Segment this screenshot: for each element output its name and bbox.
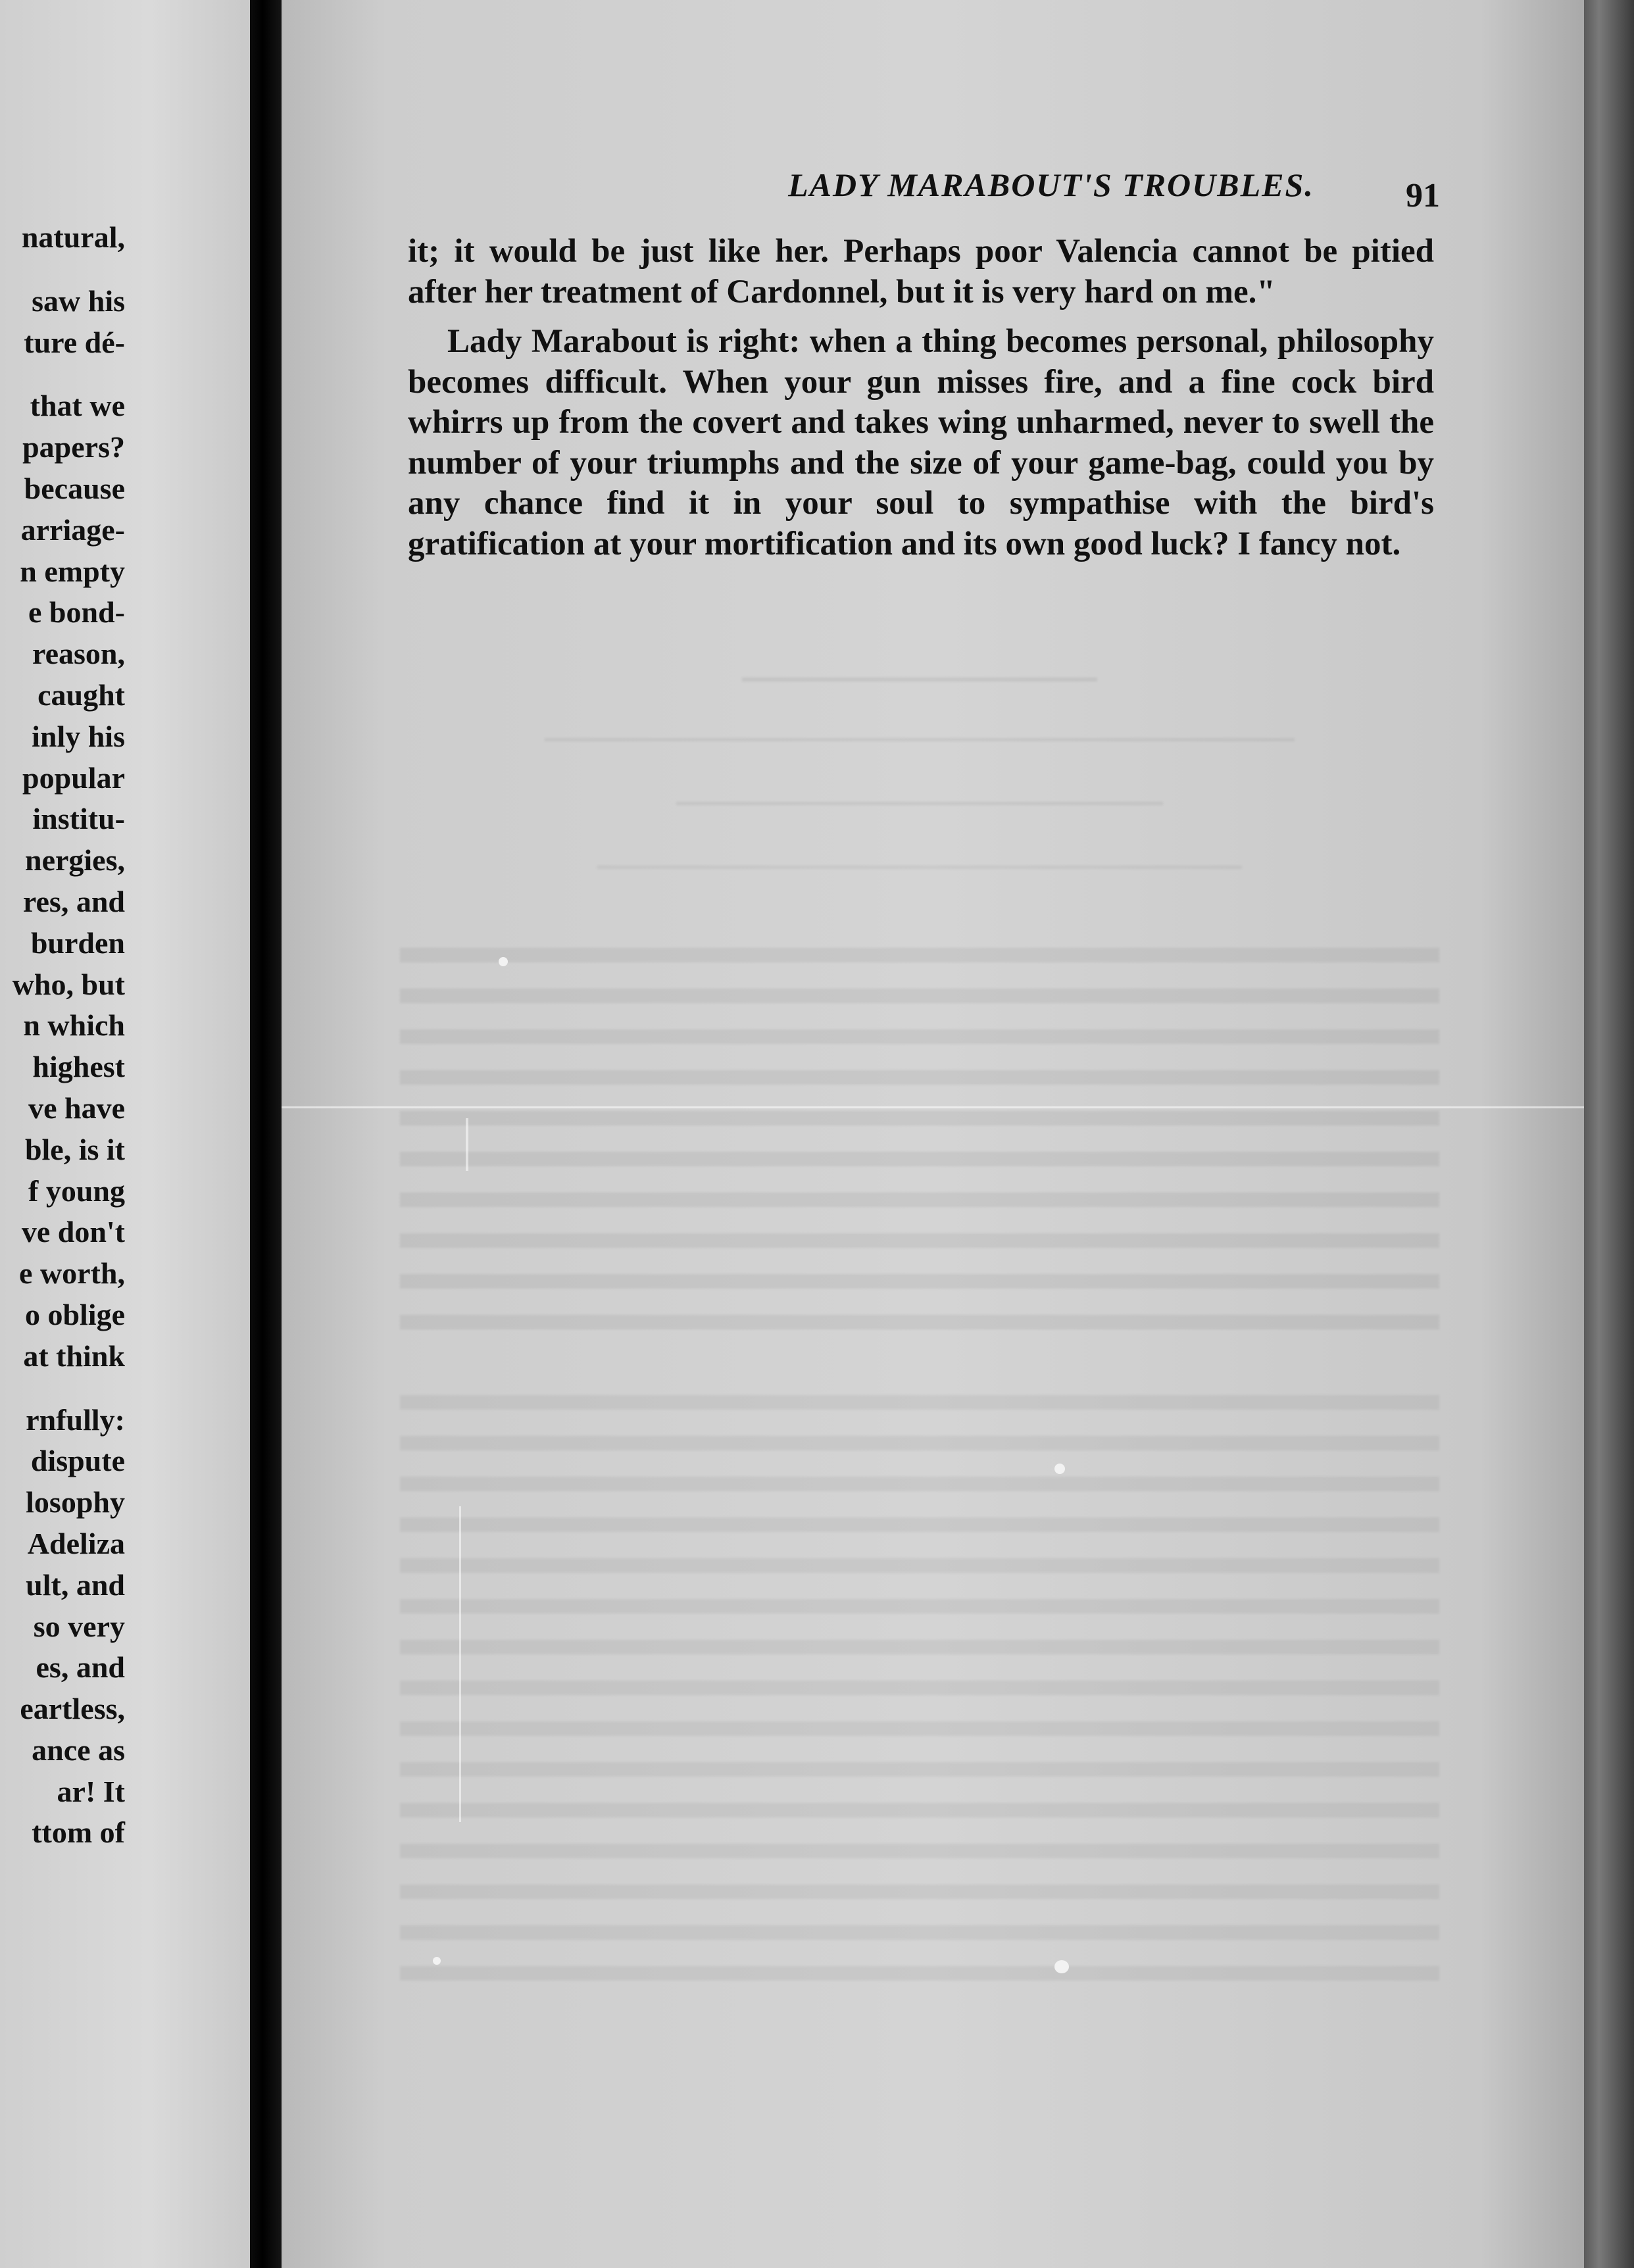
previous-page-line: nergies, bbox=[24, 843, 125, 877]
scan-streak bbox=[282, 1106, 1584, 1108]
scan-streak bbox=[466, 1118, 468, 1171]
previous-page-line: losophy bbox=[26, 1485, 125, 1519]
scan-speck bbox=[499, 957, 508, 966]
current-page bbox=[282, 0, 1584, 2268]
previous-page-line: ble, is it bbox=[24, 1132, 125, 1166]
previous-page-line: n empty bbox=[20, 554, 125, 588]
previous-page-line: ance as bbox=[32, 1733, 125, 1767]
previous-page-line: o oblige bbox=[24, 1297, 125, 1331]
previous-page-line: res, and bbox=[22, 884, 125, 918]
paragraph-gap bbox=[0, 259, 125, 281]
previous-page-line: burden bbox=[30, 925, 125, 960]
previous-page-line: Adeliza bbox=[27, 1526, 125, 1560]
previous-page-line: institu- bbox=[32, 802, 125, 836]
previous-page-line: saw his bbox=[32, 284, 125, 318]
previous-page-line: natural, bbox=[21, 220, 125, 254]
previous-page-line: f young bbox=[28, 1173, 125, 1208]
page-number: 91 bbox=[1406, 177, 1440, 214]
scan-speck bbox=[1054, 1960, 1069, 1973]
previous-page-line: reason, bbox=[32, 637, 125, 671]
previous-page-line: e worth, bbox=[19, 1256, 125, 1291]
scan-speck bbox=[433, 1957, 441, 1965]
previous-page-fragment bbox=[0, 0, 250, 2268]
previous-page-line: rnfully: bbox=[26, 1402, 125, 1437]
previous-page-text bbox=[0, 217, 125, 1854]
paragraph-gap bbox=[0, 363, 125, 385]
previous-page-line: ar! It bbox=[57, 1774, 125, 1808]
previous-page-line: e bond- bbox=[28, 595, 125, 629]
previous-page-line: papers? bbox=[22, 430, 125, 464]
page-body bbox=[408, 232, 1434, 564]
previous-page-line: inly his bbox=[32, 719, 125, 753]
running-head: LADY MARABOUT'S TROUBLES. bbox=[788, 166, 1314, 203]
previous-page-line: ve have bbox=[28, 1091, 125, 1125]
previous-page-line: es, and bbox=[36, 1650, 125, 1685]
scan-speck bbox=[1054, 1464, 1065, 1474]
previous-page-line: caught bbox=[37, 678, 125, 712]
book-gutter bbox=[250, 0, 282, 2268]
previous-page-line: ve don't bbox=[21, 1215, 125, 1249]
previous-page-line: ttom of bbox=[32, 1815, 125, 1850]
paragraph-gap bbox=[0, 1377, 125, 1400]
previous-page-line: because bbox=[24, 471, 125, 505]
previous-page-line: dispute bbox=[30, 1444, 125, 1478]
bleed-through-texture bbox=[400, 658, 1439, 1987]
previous-page-line: at think bbox=[23, 1339, 125, 1373]
previous-page-line: highest bbox=[32, 1050, 125, 1084]
previous-page-line: ult, and bbox=[26, 1567, 125, 1602]
previous-page-line: n which bbox=[23, 1008, 125, 1043]
previous-page-line: ture dé- bbox=[24, 325, 125, 359]
previous-page-line: arriage- bbox=[20, 512, 125, 547]
previous-page-line: who, but bbox=[12, 967, 125, 1001]
paragraph-1: it; it would be just like her. Perhaps poor Valencia cannot be pitied after her treatment of Cardonnel, but it is very hard on me." bbox=[408, 233, 1434, 310]
previous-page-line: that we bbox=[30, 389, 125, 423]
paragraph-2: Lady Marabout is right: when a thing becomes personal, philosophy becomes difficult. When your gun misses fire, and a fine cock bird whirrs up from the covert and takes wing unharmed, never to swell the number of your triumphs and the size of your game-bag, could you by any chance find it in your soul to sympathise with the bird's gratification at your mortification and its own good luck? I fancy not. bbox=[408, 323, 1434, 562]
previous-page-line: so very bbox=[33, 1609, 125, 1643]
page-edge bbox=[1584, 0, 1634, 2268]
scan-streak bbox=[459, 1506, 461, 1822]
previous-page-line: popular bbox=[22, 760, 125, 795]
previous-page-line: eartless, bbox=[20, 1692, 125, 1726]
